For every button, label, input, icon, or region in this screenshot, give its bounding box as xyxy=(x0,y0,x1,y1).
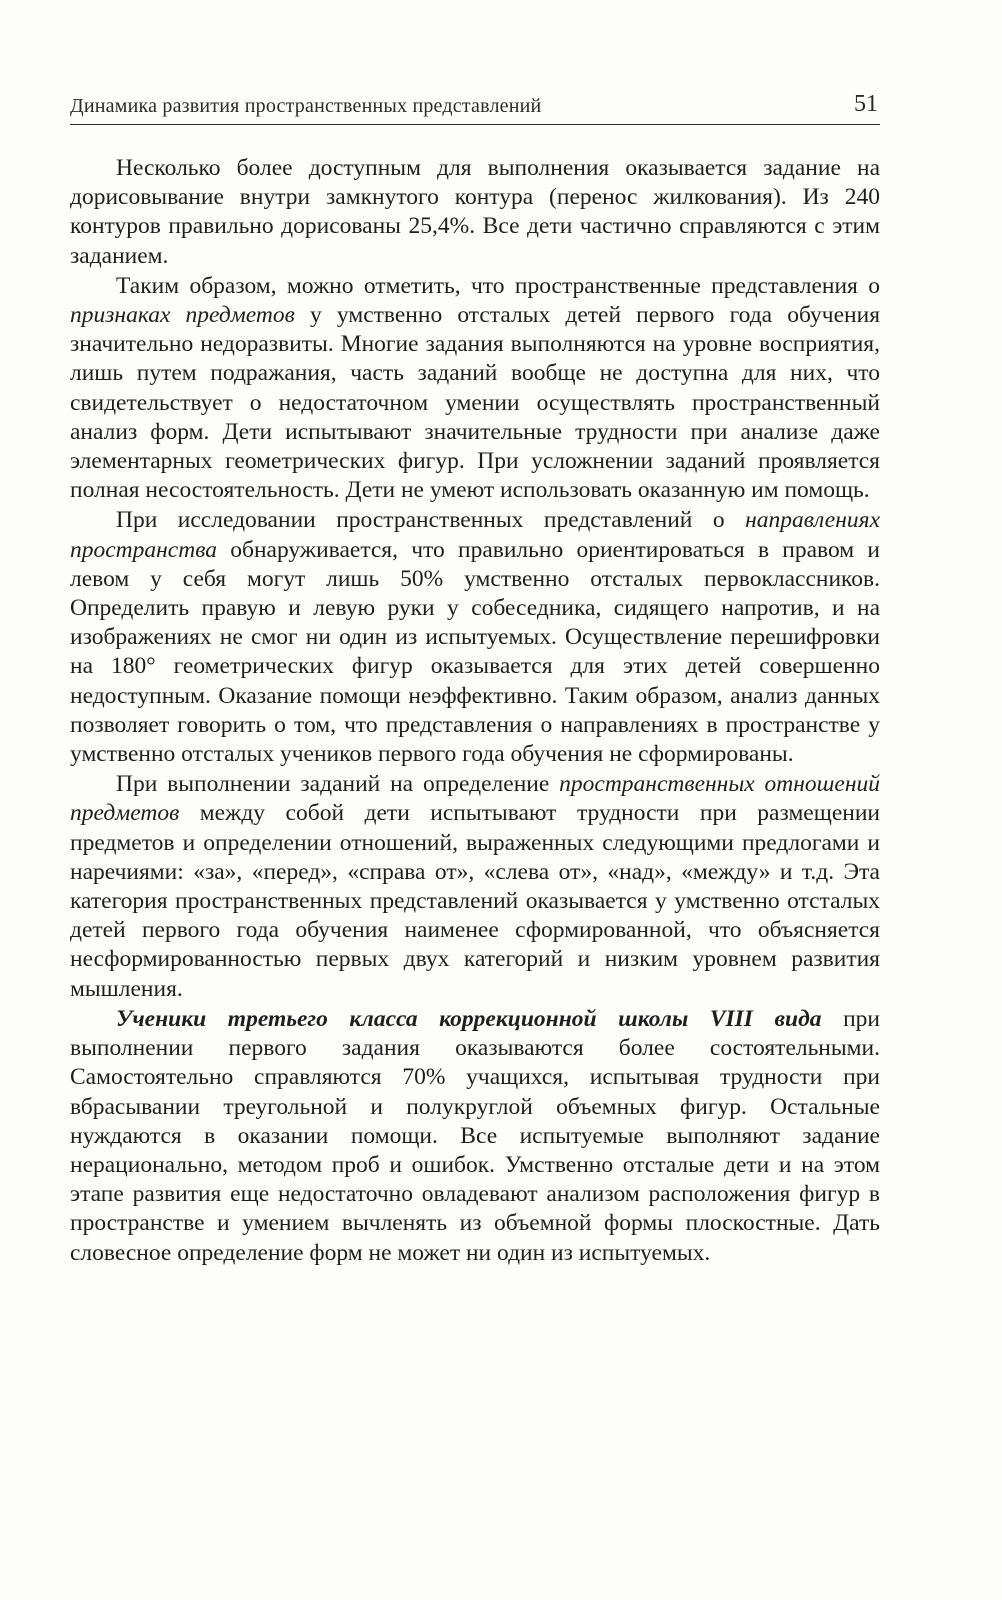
italic-term: направлениях пространства xyxy=(70,507,880,563)
italic-term: признаках предметов xyxy=(70,302,295,329)
text-run: При исследовании пространственных представлений о xyxy=(116,507,746,534)
body-text xyxy=(70,154,880,1269)
running-header xyxy=(70,88,880,125)
text-run: При выполнении заданий на определение xyxy=(116,771,560,798)
text-run: Таким образом, можно отметить, что пространственные представления о xyxy=(116,272,880,299)
paragraph xyxy=(70,506,880,769)
italic-term: пространственных отношений предметов xyxy=(70,771,880,827)
text-run: при выполнении первого задания оказываются более состоятельными. Самостоятельно справляются 70% учащихся, испытывая трудности при вбрасывании треугольной и полукруглой объемных фигур. Остальные нуждаются в оказании помощи. Все испытуемые выполняют задание нерационально, методом проб и ошибок. Умственно отсталые дети и на этом этапе развития еще недостаточно овладевают анализом расположения фигур в пространстве и умением вычленять из объемной формы плоскостные. Дать словесное определение форм не может ни один из испытуемых. xyxy=(70,1005,880,1266)
page-number: 51 xyxy=(854,91,878,117)
text-run: между собой дети испытывают трудности при размещении предметов и определении отношений, выраженных следующими предлогами и наречиями: «за», «перед», «справа от», «слева от», «над», «между» и т.д. Эта категория пространственных представлений оказывается у умственно отсталых детей первого года обучения наименее сформированной, что объясняется несформированностью первых двух категорий и низким уровнем развития мышления. xyxy=(70,800,880,1002)
text-run: у умственно отсталых детей первого года обучения значительно недоразвиты. Многие задания выполняются на уровне восприятия, лишь путем подражания, часть заданий вообще не доступна для них, что свидетельствует о недостаточном умении осуществлять пространственный анализ форм. Дети испытывают значительные трудности при анализе даже элементарных геометрических фигур. При усложнении заданий проявляется полная несостоятельность. Дети не умеют использовать оказанную им помощь. xyxy=(70,302,881,504)
running-title: Динамика развития пространственных представлений xyxy=(70,95,542,117)
text-run: обнаруживается, что правильно ориентироваться в правом и левом у себя могут лишь 50% умственно отсталых первоклассников. Определить правую и левую руки у собеседника, сидящего напротив, и на изображениях не смог ни один из испытуемых. Осуществление перешифровки на 180° геометрических фигур оказывается для этих детей совершенно недоступным. Оказание помощи неэффективно. Таким образом, анализ данных позволяет говорить о том, что представления о направлениях в пространстве у умственно отсталых учеников первого года обучения не сформированы. xyxy=(70,536,880,768)
paragraph xyxy=(70,154,880,271)
bold-italic-lead: Ученики третьего класса коррекционной школы VIII вида xyxy=(116,1005,822,1032)
paragraph xyxy=(70,272,880,506)
paragraph xyxy=(70,1005,880,1268)
text-run: Несколько более доступным для выполнения оказывается задание на дорисовывание внутри замкнутого контура (перенос жилкования). Из 240 контуров правильно дорисованы 25,4%. Все дети частично справляются с этим заданием. xyxy=(70,155,880,269)
paragraph xyxy=(70,770,880,1004)
